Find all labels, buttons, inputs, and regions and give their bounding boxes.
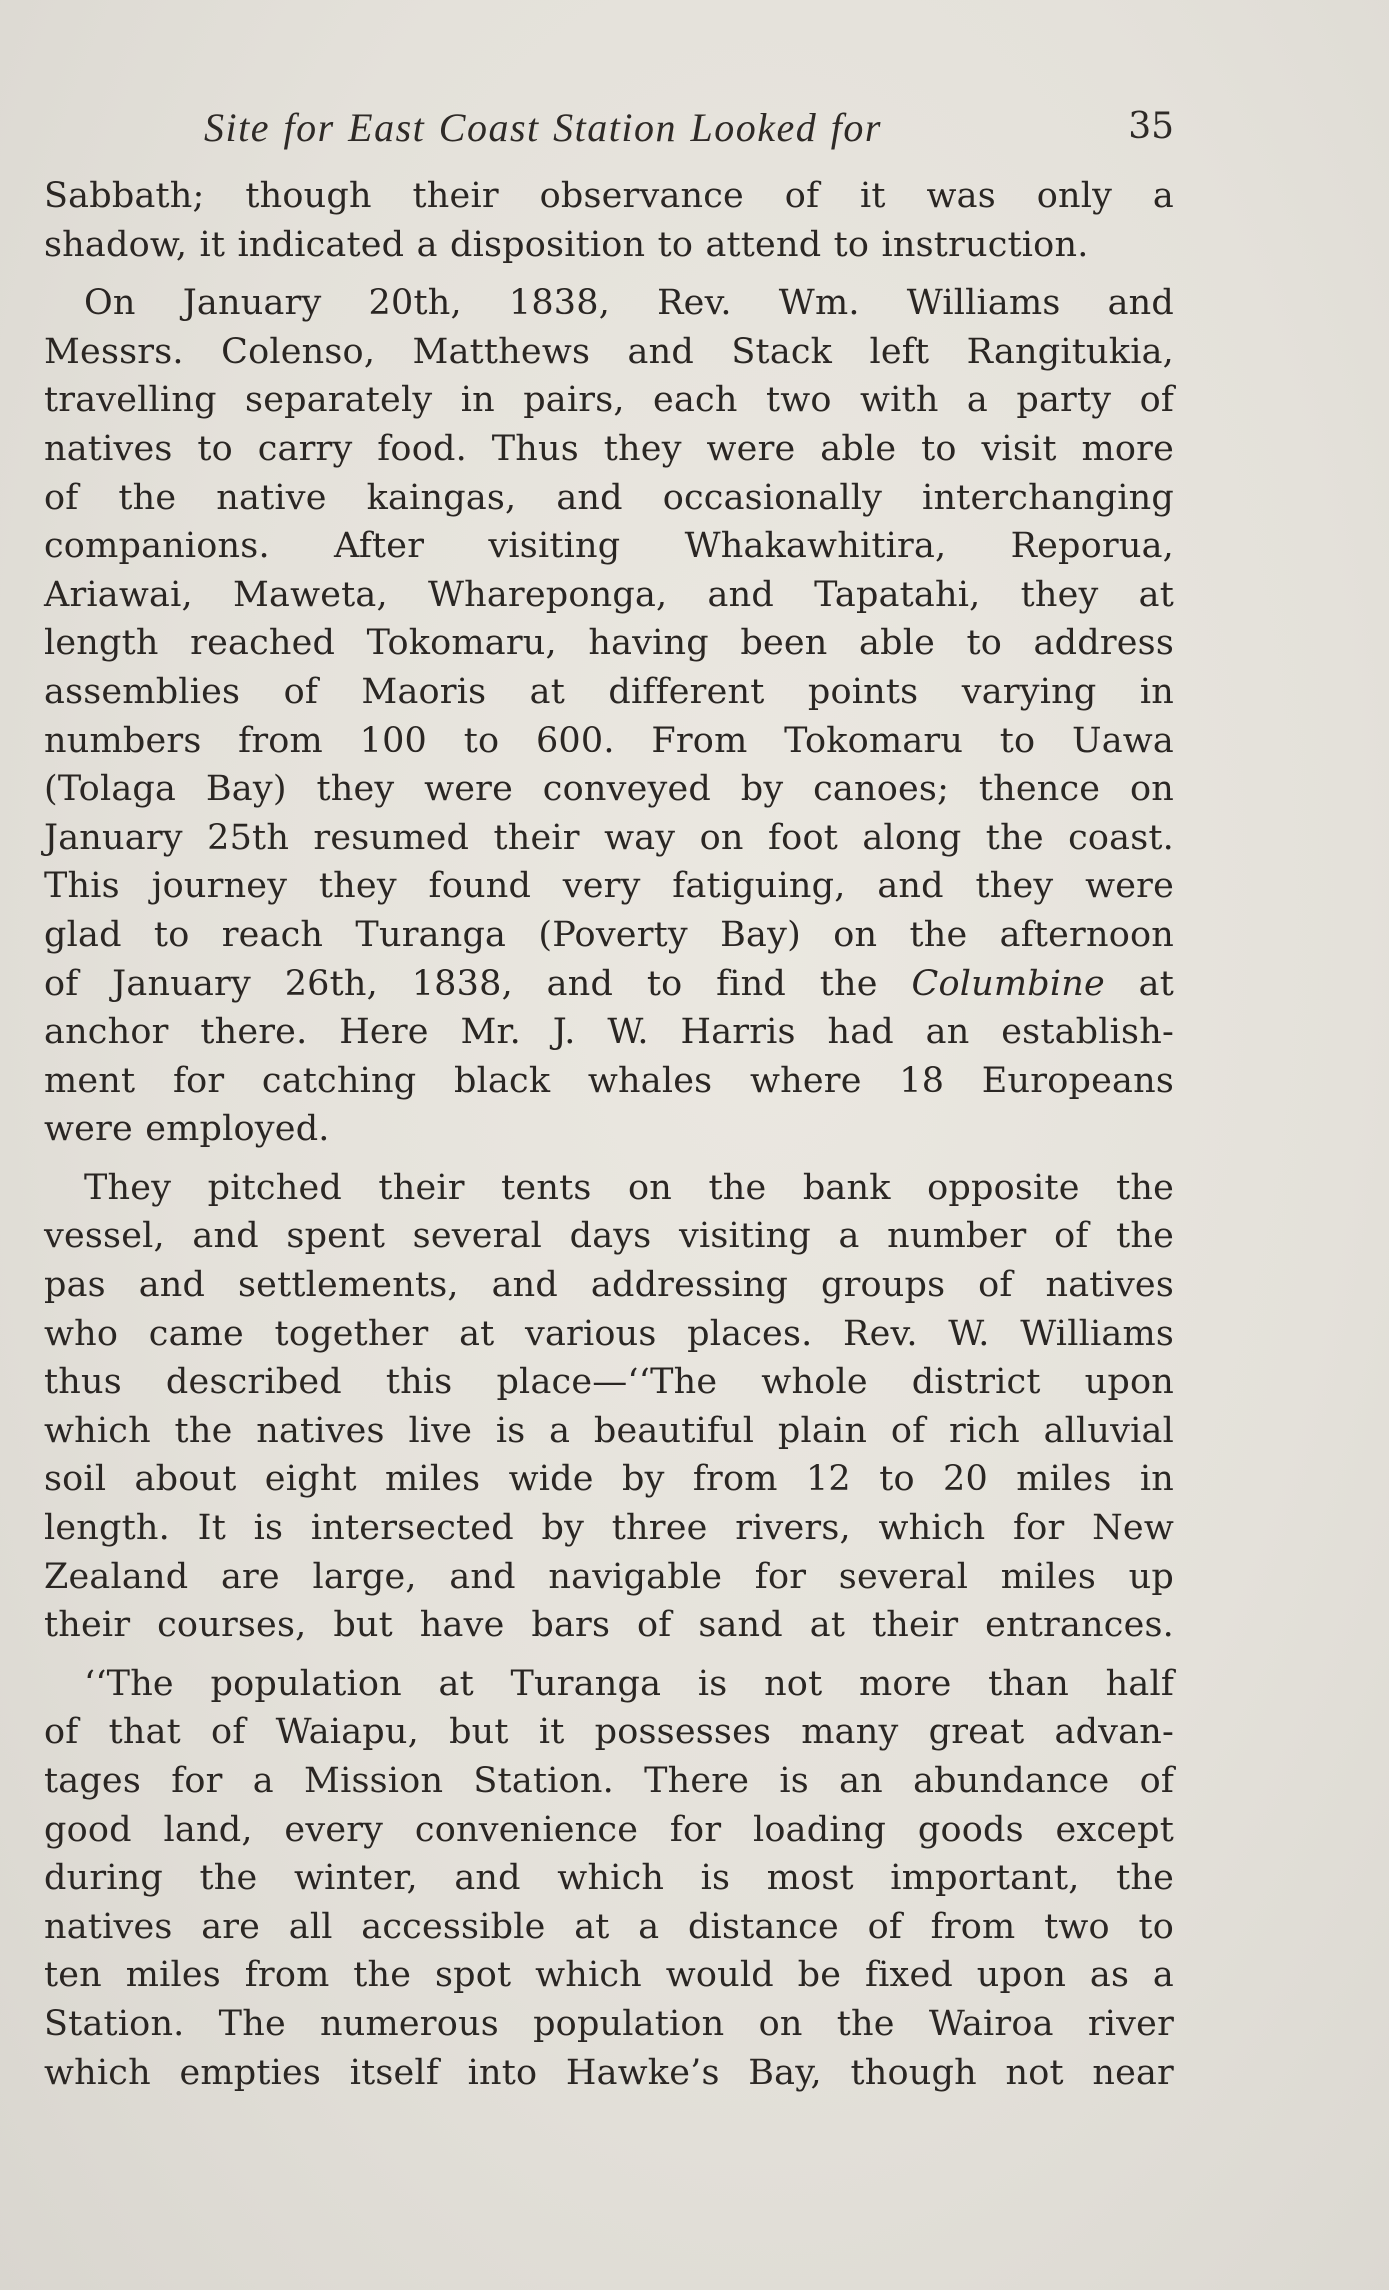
text-line: Station. The numerous population on the Wairoa river — [44, 2003, 1174, 2044]
book-page — [44, 104, 1174, 2107]
text-line: thus described this place—‘‘The whole district upon — [44, 1362, 1174, 1403]
page-number: 35 — [1128, 106, 1174, 147]
text-line: companions. After visiting Whakawhitira, Reporua, — [44, 526, 1174, 567]
ship-name: Columbine — [911, 963, 1105, 1004]
text-line: Zealand are large, and navigable for several miles up — [44, 1556, 1174, 1597]
text-line: ten miles from the spot which would be fixed upon as a — [44, 1955, 1174, 1996]
text-line: of that of Waiapu, but it possesses many great advan- — [44, 1712, 1174, 1753]
text-line: pas and settlements, and addressing groups of natives — [44, 1265, 1174, 1306]
text-line: They pitched their tents on the bank opposite the — [84, 1167, 1174, 1208]
text-line-with-ship-name — [44, 960, 1174, 1009]
text-line: Messrs. Colenso, Matthews and Stack left Rangitukia, — [44, 331, 1174, 372]
text-fragment: at — [1104, 963, 1174, 1004]
text-line: Ariawai, Maweta, Whareponga, and Tapatahi, they at — [44, 574, 1174, 615]
text-line: which the natives live is a beautiful plain of rich alluvial — [44, 1410, 1174, 1451]
text-line: length. It is intersected by three rivers, which for New — [44, 1508, 1174, 1549]
paragraph-2 — [44, 279, 1174, 1154]
text-line: tages for a Mission Station. There is an abundance of — [44, 1761, 1174, 1801]
text-line: soil about eight miles wide by from 12 to 20 miles in — [44, 1459, 1174, 1500]
text-line: shadow, it indicated a disposition to attend to instruction. — [44, 224, 1089, 265]
text-line: their courses, but have bars of sand at their entrances. — [44, 1605, 1174, 1646]
text-line: length reached Tokomaru, having been able to address — [44, 623, 1174, 664]
text-line: anchor there. Here Mr. J. W. Harris had an establish- — [44, 1012, 1174, 1053]
paragraph-1 — [44, 172, 1174, 269]
text-line: good land, every convenience for loading goods except — [44, 1809, 1174, 1850]
paragraph-4 — [44, 1660, 1174, 2097]
text-line: travelling separately in pairs, each two with a party of — [44, 380, 1174, 421]
running-head — [44, 104, 1174, 170]
paragraph-3 — [44, 1164, 1174, 1650]
text-line: Sabbath; though their observance of it was only a — [44, 176, 1174, 216]
text-line: ment for catching black whales where 18 Europeans — [44, 1060, 1174, 1101]
text-line: assemblies of Maoris at different points varying in — [44, 671, 1174, 712]
text-line: On January 20th, 1838, Rev. Wm. Williams and — [84, 283, 1174, 324]
text-line: (Tolaga Bay) they were conveyed by canoes; thence on — [44, 769, 1174, 810]
text-line: ‘‘The population at Turanga is not more than half — [84, 1663, 1174, 1704]
text-line: during the winter, and which is most important, the — [44, 1858, 1174, 1899]
text-line: January 25th resumed their way on foot along the coast. — [44, 817, 1174, 858]
text-line: were employed. — [44, 1109, 330, 1150]
text-line: natives to carry food. Thus they were able to visit more — [44, 428, 1174, 469]
text-line: numbers from 100 to 600. From Tokomaru to Uawa — [44, 720, 1174, 761]
text-line: which empties itself into Hawke’s Bay, though not near — [44, 2052, 1174, 2093]
text-fragment: of January 26th, 1838, and to find the — [44, 963, 912, 1004]
text-line: of the native kaingas, and occasionally interchanging — [44, 477, 1174, 518]
text-line: natives are all accessible at a distance of from two to — [44, 1906, 1174, 1947]
text-line: This journey they found very fatiguing, and they were — [44, 866, 1174, 907]
text-line: vessel, and spent several days visiting a number of the — [44, 1216, 1174, 1257]
text-line: glad to reach Turanga (Poverty Bay) on the afternoon — [44, 914, 1174, 955]
text-line: who came together at various places. Rev. W. Williams — [44, 1313, 1174, 1354]
running-title: Site for East Coast Station Looked for — [204, 105, 882, 150]
